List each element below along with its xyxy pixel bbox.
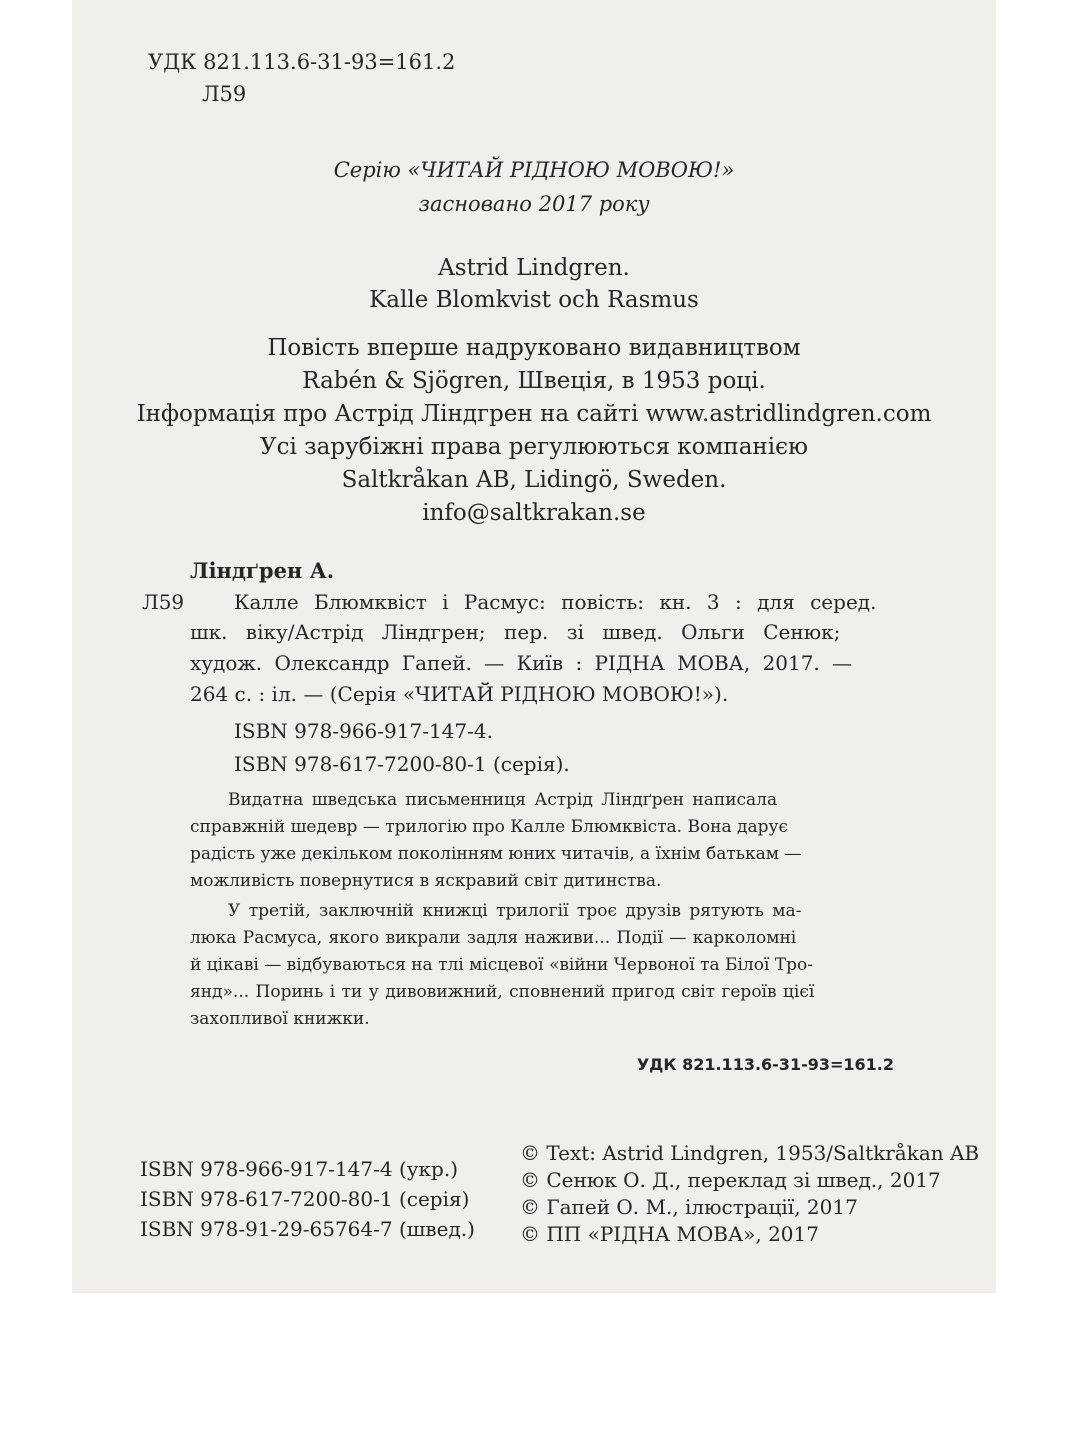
copyright-line: © Гапей О. М., ілюстрації, 2017 (520, 1195, 858, 1219)
udk-code: УДК 821.113.6-31-93=161.2 (148, 50, 456, 74)
bibliographic-isbn: ISBN 978-617-7200-80-1 (серія). (234, 752, 570, 776)
copyright-line: © Text: Astrid Lindgren, 1953/Saltkråkan AB (520, 1141, 980, 1165)
original-author: Astrid Lindgren. (438, 255, 630, 281)
annotation-line: можливість повернутися в яскравий світ дитинства. (190, 871, 662, 891)
footer-isbn: ISBN 978-91-29-65764-7 (швед.) (140, 1217, 475, 1241)
copyright-line: © ПП «РІДНА МОВА», 2017 (520, 1222, 819, 1246)
bibliographic-line: 264 с. : іл. — (Серія «ЧИТАЙ РІДНОЮ МОВОЮ!»). (190, 682, 729, 706)
original-title: Kalle Blomkvist och Rasmus (369, 287, 699, 313)
series-founded: засновано 2017 року (418, 192, 650, 216)
annotation-line: радість уже декільком поколінням юних читачів, а їхнім батькам — (190, 844, 802, 864)
copyright-line: © Сенюк О. Д., переклад зі швед., 2017 (520, 1168, 941, 1192)
annotation-line: й цікаві — відбуваються на тлі місцевої «війни Червоної та Білої Тро- (190, 955, 813, 975)
bibliographic-line: худож. Олександр Гапей. — Київ : РІДНА МОВА, 2017. — (190, 651, 853, 675)
author-sign-code: Л59 (202, 82, 247, 106)
annotation-line: люка Расмуса, якого викрали задля наживи... Події — карколомні (190, 928, 797, 948)
publication-email: info@saltkrakan.se (422, 500, 646, 526)
bibliographic-line: Калле Блюмквіст і Расмус: повість: кн. 3 : для серед. (234, 590, 877, 614)
annotation-line: янд»... Поринь і ти у дивовижний, сповнений пригод світ героїв цієї (190, 982, 815, 1002)
annotation-line: У третій, заключній книжці трилогії троє друзів рятують ма- (228, 901, 802, 921)
publication-line: Rabén & Sjögren, Швеція, в 1953 році. (302, 368, 766, 394)
annotation-line: захопливої книжки. (190, 1009, 370, 1029)
publication-line: Усі зарубіжні права регулюються компанією (259, 434, 809, 460)
footer-udk: УДК 821.113.6-31-93=161.2 (636, 1055, 894, 1074)
footer-isbn: ISBN 978-966-917-147-4 (укр.) (140, 1157, 458, 1181)
publication-line: Saltkråkan AB, Lidingö, Sweden. (341, 467, 727, 493)
series-title: Серію «ЧИТАЙ РІДНОЮ МОВОЮ!» (333, 158, 735, 182)
annotation-line: справжній шедевр — трилогію про Калле Блюмквіста. Вона дарує (190, 817, 789, 837)
bibliographic-isbn: ISBN 978-966-917-147-4. (234, 719, 493, 743)
book-page (72, 0, 996, 1293)
bibliographic-author: Ліндґрен А. (190, 558, 335, 583)
bibliographic-line: шк. віку/Астрід Ліндгрен; пер. зі швед. Ольги Сенюк; (190, 620, 841, 644)
annotation-line: Видатна шведська письменниця Астрід Ліндґрен написала (228, 790, 778, 810)
bibliographic-code: Л59 (142, 590, 185, 614)
publication-line: Повість вперше надруковано видавництвом (267, 335, 801, 361)
footer-isbn: ISBN 978-617-7200-80-1 (серія) (140, 1187, 470, 1211)
publication-line: Інформація про Астрід Ліндгрен на сайті www.astridlindgren.com (136, 401, 932, 427)
